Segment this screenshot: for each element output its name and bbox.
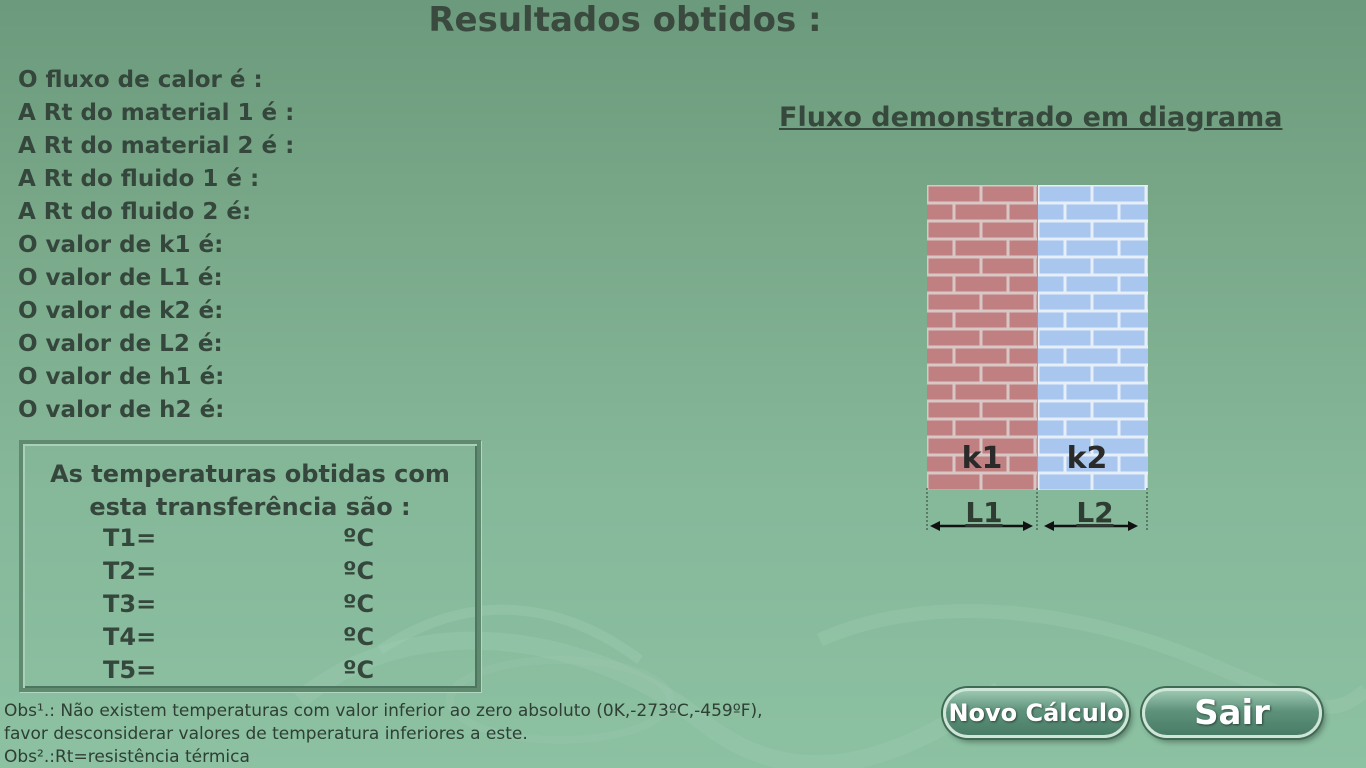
temperatures-heading xyxy=(23,458,477,524)
temp-unit-t4: ºC xyxy=(343,623,375,651)
temperatures-heading-line1: As temperaturas obtidas com xyxy=(50,460,450,488)
l2-label: L2 xyxy=(1076,496,1114,529)
temp-label-t1: T1= xyxy=(103,524,157,552)
l1-label: L1 xyxy=(965,496,1003,529)
temperatures-panel xyxy=(19,440,481,692)
temp-row-t1 xyxy=(103,522,375,555)
obs-line-3: Obs².:Rt=resistência térmica xyxy=(4,747,250,767)
result-h2: O valor de h2 é: xyxy=(18,397,225,423)
result-l2: O valor de L2 é: xyxy=(18,331,223,357)
results-list xyxy=(18,64,294,427)
temp-row-t3 xyxy=(103,588,375,621)
diagram-title: Fluxo demonstrado em diagrama xyxy=(779,102,1283,133)
temp-unit-t1: ºC xyxy=(343,524,375,552)
wall-diagram xyxy=(920,180,1160,540)
novo-calculo-button[interactable]: Novo Cálculo xyxy=(943,688,1129,738)
page-title: Resultados obtidos : xyxy=(428,0,822,40)
temp-row-t4 xyxy=(103,621,375,654)
temp-unit-t5: ºC xyxy=(343,656,375,684)
k1-label: k1 xyxy=(961,441,1003,476)
temp-unit-t2: ºC xyxy=(343,557,375,585)
sair-button[interactable]: Sair xyxy=(1142,688,1322,738)
result-k1: O valor de k1 é: xyxy=(18,232,224,258)
temp-unit-t3: ºC xyxy=(343,590,375,618)
temp-label-t2: T2= xyxy=(103,557,157,585)
result-rt-material-1: A Rt do material 1 é : xyxy=(18,100,295,126)
result-l1: O valor de L1 é: xyxy=(18,265,223,291)
result-rt-fluid-1: A Rt do fluido 1 é : xyxy=(18,166,260,192)
result-heat-flux: O fluxo de calor é : xyxy=(18,67,263,93)
result-rt-fluid-2: A Rt do fluido 2 é: xyxy=(18,199,252,225)
result-rt-material-2: A Rt do material 2 é : xyxy=(18,133,295,159)
temp-row-t2 xyxy=(103,555,375,588)
obs-line-1: Obs¹.: Não existem temperaturas com valor inferior ao zero absoluto (0K,-273ºC,-459ºF), xyxy=(4,701,763,721)
obs-line-2: favor desconsiderar valores de temperatura inferiores a este. xyxy=(4,724,528,744)
k2-label: k2 xyxy=(1066,441,1108,476)
result-k2: O valor de k2 é: xyxy=(18,298,224,324)
observations xyxy=(4,700,763,768)
temperatures-heading-line2: esta transferência são : xyxy=(89,493,411,521)
result-h1: O valor de h1 é: xyxy=(18,364,225,390)
temp-label-t4: T4= xyxy=(103,623,157,651)
temp-row-t5 xyxy=(103,654,375,687)
temp-label-t3: T3= xyxy=(103,590,157,618)
temp-label-t5: T5= xyxy=(103,656,157,684)
